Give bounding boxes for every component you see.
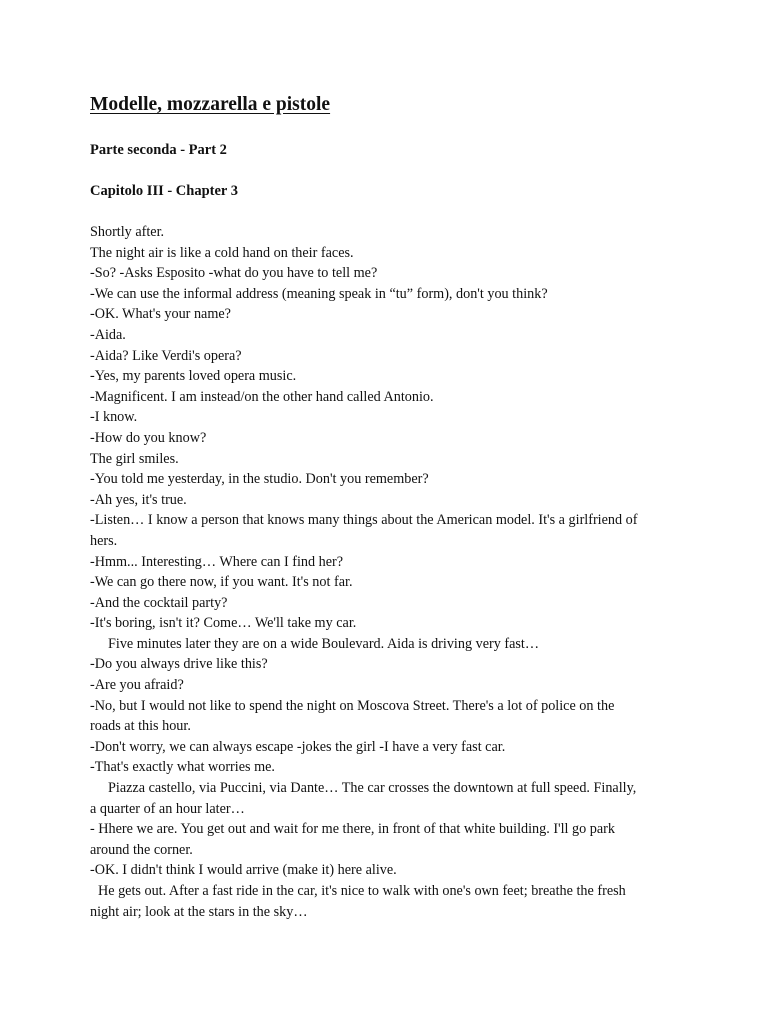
text-line: -We can use the informal address (meaning speak in “tu” form), don't you think? bbox=[90, 285, 548, 302]
text-line: -You told me yesterday, in the studio. Don't you remember? bbox=[90, 471, 429, 488]
text-line: night air; look at the stars in the sky… bbox=[90, 903, 308, 920]
body-text bbox=[90, 222, 690, 922]
text-line: -Magnificent. I am instead/on the other hand called Antonio. bbox=[90, 388, 434, 405]
text-line: The girl smiles. bbox=[90, 450, 179, 467]
text-line: hers. bbox=[90, 532, 118, 549]
text-line: -Are you afraid? bbox=[90, 677, 184, 694]
document-title: Modelle, mozzarella e pistole bbox=[90, 94, 331, 115]
text-line: -It's boring, isn't it? Come… We'll take my car. bbox=[90, 615, 357, 632]
text-line: -Don't worry, we can always escape -jokes the girl -I have a very fast car. bbox=[90, 738, 506, 755]
text-line: -Listen… I know a person that knows many things about the American model. It's a girlfriend of bbox=[90, 512, 638, 529]
text-line: The night air is like a cold hand on their faces. bbox=[90, 244, 354, 261]
text-line: roads at this hour. bbox=[90, 718, 191, 735]
text-line: a quarter of an hour later… bbox=[90, 800, 245, 817]
text-line: -We can go there now, if you want. It's not far. bbox=[90, 574, 353, 591]
text-line: Piazza castello, via Puccini, via Dante… The car crosses the downtown at full speed. Finally, bbox=[108, 780, 637, 797]
text-line: -OK. I didn't think I would arrive (make it) here alive. bbox=[90, 862, 397, 879]
text-line: -Hmm... Interesting… Where can I find her? bbox=[90, 553, 344, 570]
text-line: -No, but I would not like to spend the night on Moscova Street. There's a lot of police on the bbox=[90, 697, 615, 714]
text-line: -Do you always drive like this? bbox=[90, 656, 268, 673]
part-heading: Parte seconda - Part 2 bbox=[90, 142, 227, 158]
text-line: -Aida. bbox=[90, 326, 126, 343]
text-line: around the corner. bbox=[90, 841, 193, 858]
text-line: -And the cocktail party? bbox=[90, 594, 228, 611]
text-line: -OK. What's your name? bbox=[90, 306, 231, 323]
text-line: -Ah yes, it's true. bbox=[90, 491, 187, 508]
text-line: Shortly after. bbox=[90, 224, 165, 240]
text-line: -So? -Asks Esposito -what do you have to tell me? bbox=[90, 265, 378, 282]
text-line: Five minutes later they are on a wide Boulevard. Aida is driving very fast… bbox=[108, 635, 540, 652]
text-line: -Aida? Like Verdi's opera? bbox=[90, 347, 242, 364]
document-page bbox=[90, 92, 690, 920]
chapter-heading: Capitolo III - Chapter 3 bbox=[90, 183, 238, 199]
text-line: - Hhere we are. You get out and wait for me there, in front of that white building. I'll go park bbox=[90, 821, 615, 838]
text-line: -That's exactly what worries me. bbox=[90, 759, 275, 776]
text-line: -Yes, my parents loved opera music. bbox=[90, 368, 297, 385]
text-line: -How do you know? bbox=[90, 429, 207, 446]
text-line: -I know. bbox=[90, 409, 138, 426]
text-line: He gets out. After a fast ride in the car, it's nice to walk with one's own feet; breathe the fresh bbox=[98, 883, 626, 899]
